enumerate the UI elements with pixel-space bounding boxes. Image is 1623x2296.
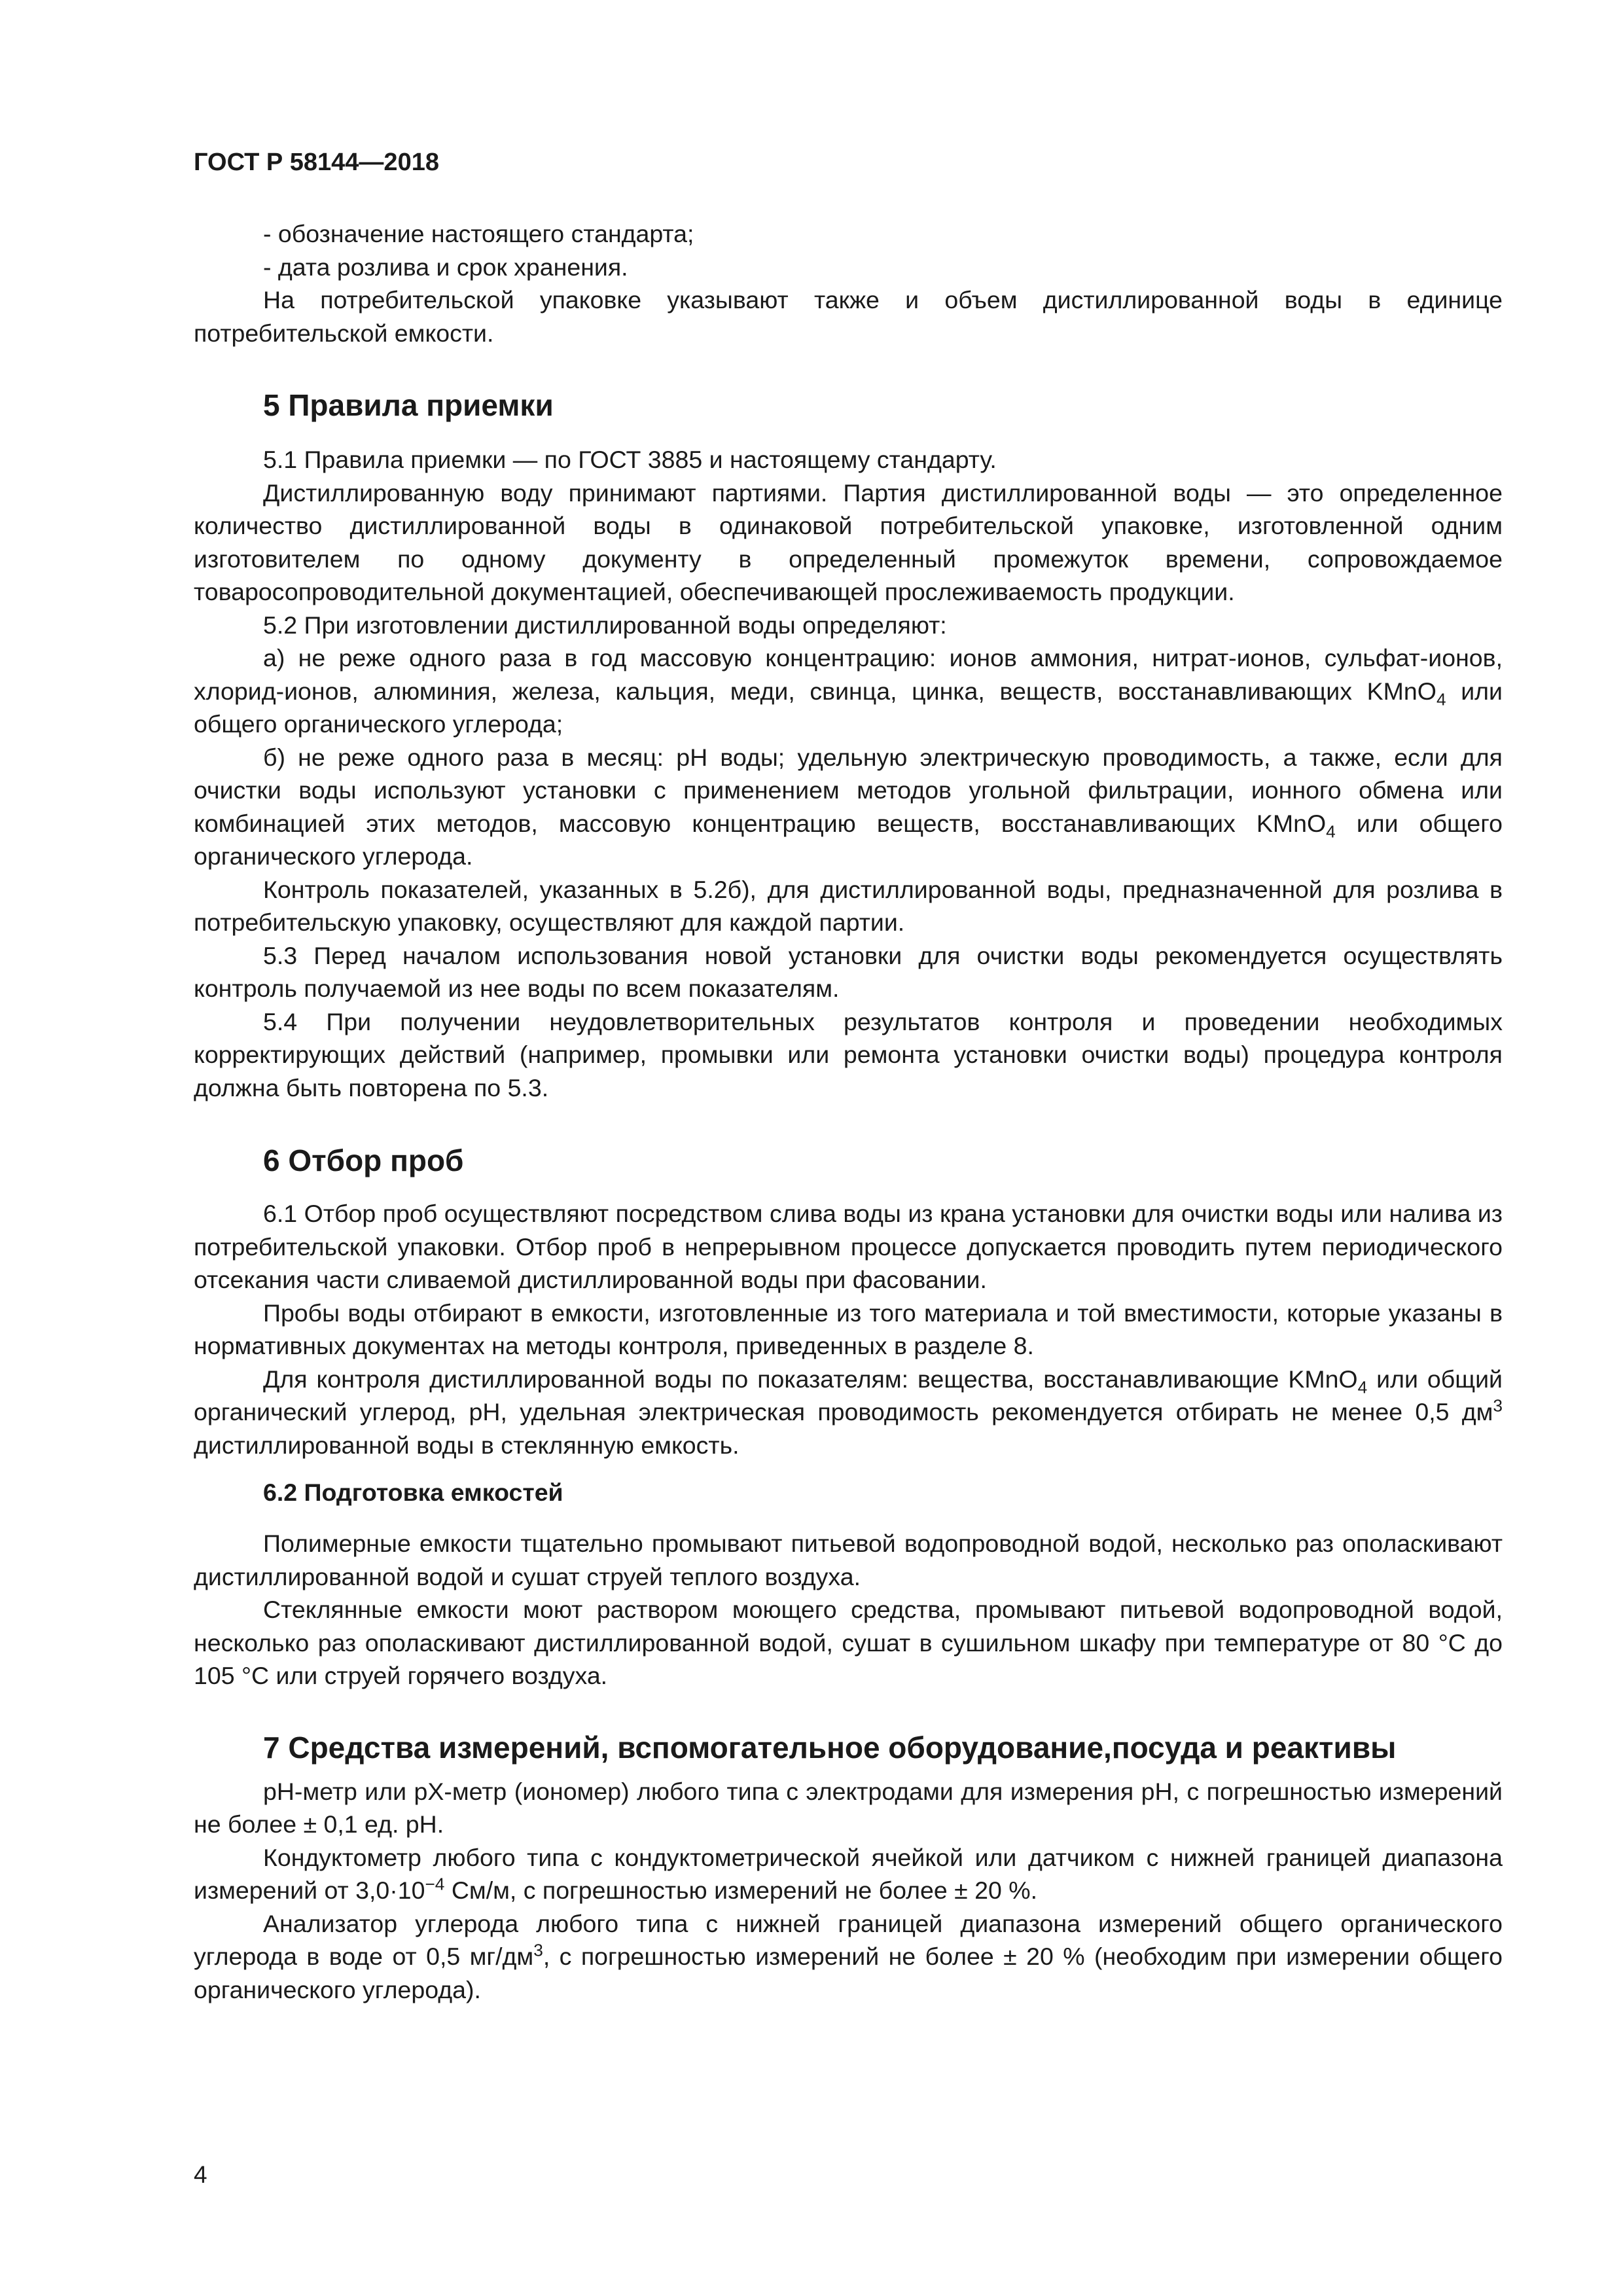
clause-6-1: 6.1 Отбор проб осуществляют посредством слива воды из крана установки для очистки воды или налива из потребительской упаковки. Отбор проб в непрерывном процессе допускается проводить путем периодического отсекания части сливаемой дистиллированной воды при фасовании. — [194, 1200, 1503, 1293]
document-page — [194, 145, 1503, 2006]
list-item: - обозначение настоящего стандарта; — [263, 220, 694, 247]
paragraph: Анализатор углерода любого типа с нижней границей диапазона измерений общего органического углерода в воде от 0,5 $мг/дм^3$, с погрешностью измерений не более ± 20 % (необходим при измерении общего органического углерода). — [194, 1909, 1503, 2003]
paragraph: Пробы воды отбирают в емкости, изготовленные из того материала и той вместимости, которые указаны в нормативных документах на методы контроля, приведенных в разделе 8. — [194, 1299, 1503, 1359]
clause-5-4: 5.4 При получении неудовлетворительных результатов контроля и проведении необходимых корректирующих действий (например, промывки или ремонта установки очистки воды) процедура контроля должна быть повторена по 5.3. — [194, 1007, 1503, 1102]
paragraph: Контроль показателей, указанных в 5.2б), для дистиллированной воды, предназначенной для розлива в потребительскую упаковку, осуществляют для каждой партии. — [194, 875, 1503, 936]
clause-5-2: 5.2 При изготовлении дистиллированной воды определяют: — [263, 611, 947, 639]
clause-5-3: 5.3 Перед началом использования новой установки для очистки воды рекомендуется осуществлять контроль получаемой из нее воды по всем показателям. — [194, 941, 1503, 1002]
section-6-heading: 6 Отбор проб — [263, 1143, 464, 1177]
paragraph: Полимерные емкости тщательно промывают питьевой водопроводной водой, несколько раз ополаскивают дистиллированной водой и сушат струей теплого воздуха. — [194, 1530, 1503, 1590]
list-item: - дата розлива и срок хранения. — [263, 253, 628, 281]
document-code: ГОСТ Р 58144—2018 — [194, 149, 439, 176]
paragraph: Дистиллированную воду принимают партиями. Партия дистиллированной воды — это определенное количество дистиллированной воды в одинаковой потребительской упаковке, изготовленной одним изготовителем по одному документу в определенный промежуток времени, сопровождаемое товаросопроводительной документацией, обеспечивающей прослеживаемость продукции. — [194, 478, 1503, 605]
section-5-heading: 5 Правила приемки — [263, 388, 554, 422]
paragraph: pH-метр или pX-метр (иономер) любого типа с электродами для измерения pH, с погрешностью измерений не более ± 0,1 ед. pH. — [194, 1777, 1503, 1838]
clause-5-1: 5.1 Правила приемки — по ГОСТ 3885 и настоящему стандарту. — [263, 446, 997, 473]
paragraph: Стеклянные емкости моют раствором моющего средства, промывают питьевой водопроводной водой, несколько раз ополаскивают дистиллированной водой, сушат в сушильном шкафу при температуре от 80 °С до 105 °С или струей горячего воздуха. — [194, 1596, 1503, 1689]
paragraph: На потребительской упаковке указывают также и объем дистиллированной воды в единице потребительской емкости. — [194, 286, 1503, 347]
section-7-heading: 7 Средства измерений, вспомогательное оборудование,посуда и реактивы — [263, 1730, 1397, 1765]
subsection-6-2-heading: 6.2 Подготовка емкостей — [263, 1479, 563, 1506]
page-number: 4 — [194, 2161, 207, 2188]
clause-5-2-b: б) не реже одного раза в месяц: pH воды; удельную электрическую проводимость, а также, если для очистки воды используют установки с применением методов угольной фильтрации, ионного обмена или комбинацией этих методов, массовую концентрацию веществ, восстанавливающих KMnO$_4$ или общего органического углерода. — [194, 743, 1503, 870]
clause-5-2-a: а) не реже одного раза в год массовую концентрацию: ионов аммония, нитрат-ионов, сульфат-ионов, хлорид-ионов, алюминия, железа, кальция, меди, свинца, цинка, веществ, восстанавливающих KMnO$_4$ или общего органического углерода; — [194, 644, 1503, 738]
paragraph: Кондуктометр любого типа с кондуктометрической ячейкой или датчиком с нижней границей диапазона измерений от $3,0\cdot 10^{-4}$ См/м, с погрешностью измерений не более ± 20 %. — [194, 1843, 1503, 1904]
paragraph: Для контроля дистиллированной воды по показателям: вещества, восстанавливающие KMnO$_4$ или общий органический углерод, pH, удельная электрическая проводимость рекомендуется отбирать не менее 0,5 $дм^3$ дистиллированной воды в стеклянную емкость. — [194, 1365, 1503, 1459]
